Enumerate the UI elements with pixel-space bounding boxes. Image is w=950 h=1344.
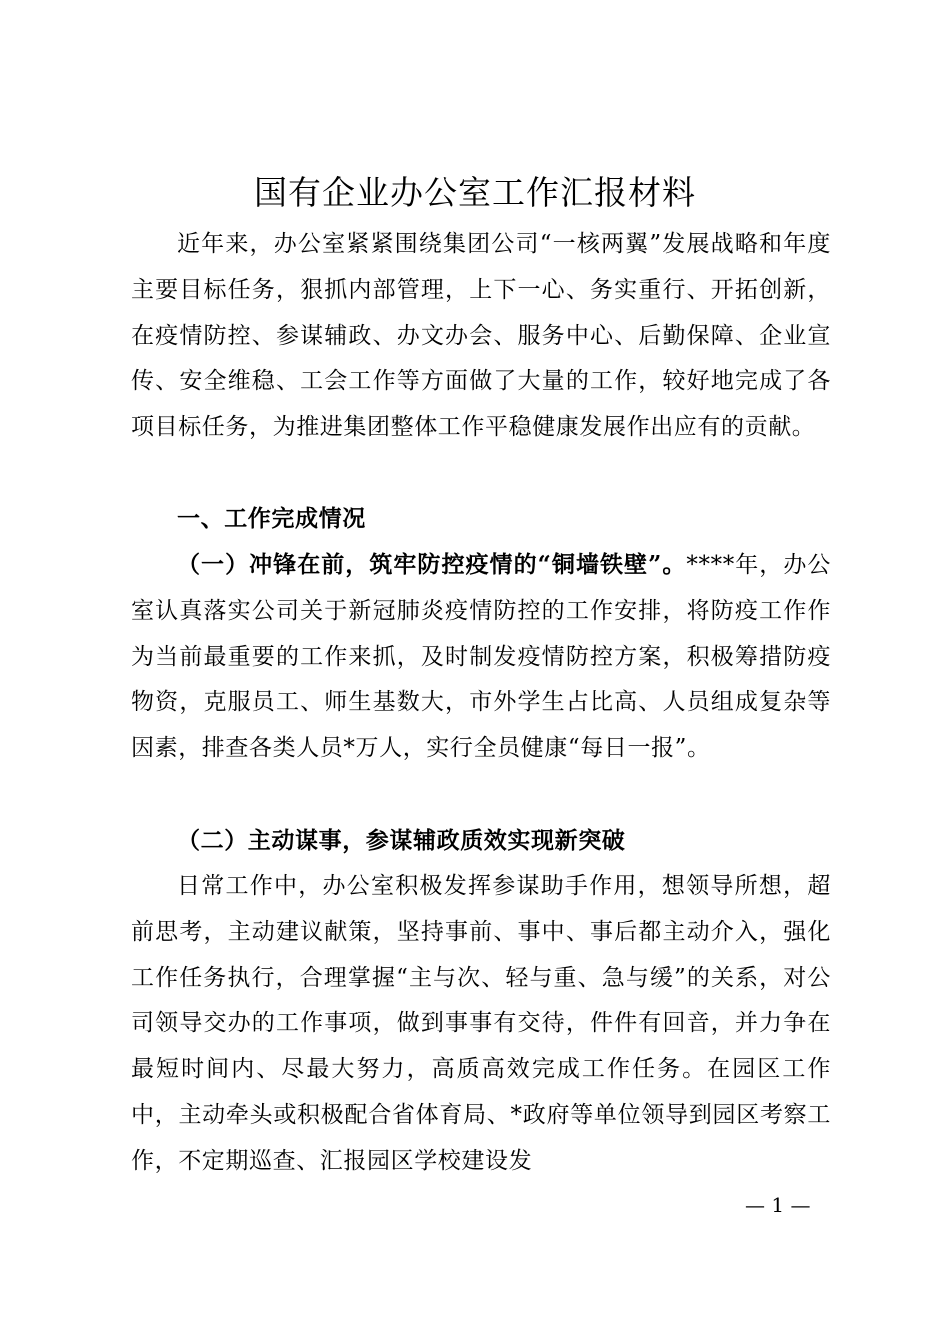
- subsection-1-heading: （一）冲锋在前，筑牢防控疫情的“铜墙铁壁”。: [177, 551, 687, 578]
- document-title: 国有企业办公室工作汇报材料: [254, 173, 696, 212]
- page-number: — 1 —: [745, 1193, 811, 1217]
- subsection-1-paragraph: [131, 542, 831, 772]
- subsection-2-heading: （二）主动谋事，参谋辅政质效实现新突破: [177, 827, 626, 854]
- subsection-2-paragraph: 日常工作中，办公室积极发挥参谋助手作用，想领导所想，超前思考，主动建议献策，坚持事前、事中、事后都主动介入，强化工作任务执行，合理掌握“主与次、轻与重、急与缓”的关系，对公司领导交办的工作事项，做到事事有交待，件件有回音，并力争在最短时间内、尽最大努力，高质高效完成工作任务。在园区工作中，主动牵头或积极配合省体育局、*政府等单位领导到园区考察工作，不定期巡查、汇报园区学校建设发: [131, 873, 831, 1174]
- section-heading: 一、工作完成情况: [177, 506, 366, 532]
- subsection-1-text: ****年，办公室认真落实公司关于新冠肺炎疫情防控的工作安排，将防疫工作作为当前最重要的工作来抓，及时制发疫情防控方案，积极筹措防疫物资，克服员工、师生基数大，市外学生占比高、人员组成复杂等因素，排查各类人员*万人，实行全员健康“每日一报”。: [131, 552, 831, 762]
- intro-paragraph: 近年来，办公室紧紧围绕集团公司“一核两翼”发展战略和年度主要目标任务，狠抓内部管理，上下一心、务实重行、开拓创新，在疫情防控、参谋辅政、办文办会、服务中心、后勤保障、企业宣传、安全维稳、工会工作等方面做了大量的工作，较好地完成了各项目标任务，为推进集团整体工作平稳健康发展作出应有的贡献。: [131, 231, 831, 441]
